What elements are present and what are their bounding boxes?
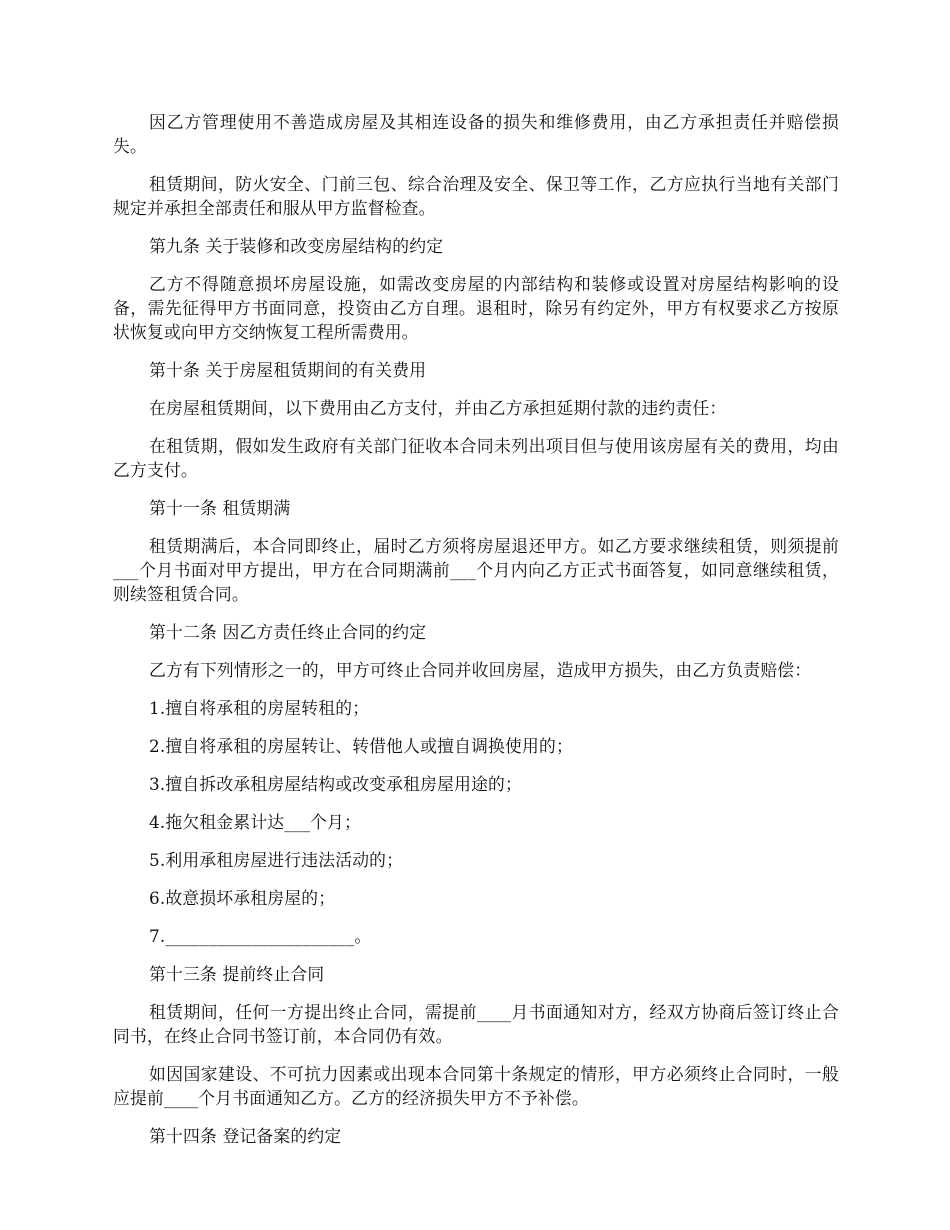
- list-item-5: 5.利用承租房屋进行违法活动的；: [149, 850, 404, 870]
- paragraph-early-termination: 租赁期间，任何一方提出终止合同，需提前____月书面通知对方，经双方协商后签订终止合同书，在终止合同书签订前，本合同仍有效。: [113, 1002, 839, 1046]
- paragraph-termination-conditions: 乙方有下列情形之一的，甲方可终止合同并收回房屋，造成甲方损失，由乙方负责赔偿：: [149, 660, 812, 680]
- article-9-heading: 第九条 关于装修和改变房屋结构的约定: [149, 236, 444, 256]
- paragraph-government-fees: 在租赁期，假如发生政府有关部门征收本合同未列出项目但与使用该房屋有关的费用，均由乙方支付。: [113, 436, 839, 480]
- list-item-7: 7.______________________。: [149, 926, 372, 946]
- article-13-heading: 第十三条 提前终止合同: [149, 964, 325, 984]
- paragraph-fees-paid-by-tenant: 在房屋租赁期间，以下费用由乙方支付，并由乙方承担延期付款的违约责任：: [149, 398, 727, 418]
- document-body: [113, 110, 839, 1162]
- paragraph-damage-liability: 因乙方管理使用不善造成房屋及其相连设备的损失和维修费用，由乙方承担责任并赔偿损失。: [113, 112, 839, 156]
- list-item-3: 3.擅自拆改承租房屋结构或改变承租房屋用途的；: [149, 774, 523, 794]
- article-10-heading: 第十条 关于房屋租赁期间的有关费用: [149, 360, 427, 380]
- article-11-heading: 第十一条 租赁期满: [149, 498, 291, 518]
- article-12-heading: 第十二条 因乙方责任终止合同的约定: [149, 622, 427, 642]
- list-item-6: 6.故意损坏承租房屋的；: [149, 888, 336, 908]
- list-item-1: 1.擅自将承租的房屋转租的；: [149, 698, 370, 718]
- paragraph-lease-expiry: 租赁期满后，本合同即终止，届时乙方须将房屋退还甲方。如乙方要求继续租赁，则须提前___个月书面对甲方提出，甲方在合同期满前___个月内向乙方正式书面答复，如同意继续租赁，则续签租赁合同。: [113, 536, 839, 604]
- paragraph-renovation-terms: 乙方不得随意损坏房屋设施，如需改变房屋的内部结构和装修或设置对房屋结构影响的设备，需先征得甲方书面同意，投资由乙方自理。退租时，除另有约定外，甲方有权要求乙方按原状恢复或向甲方交纳恢复工程所需费用。: [113, 274, 839, 342]
- article-14-heading: 第十四条 登记备案的约定: [149, 1126, 342, 1146]
- paragraph-safety-duties: 租赁期间，防火安全、门前三包、综合治理及安全、保卫等工作，乙方应执行当地有关部门规定并承担全部责任和服从甲方监督检查。: [113, 174, 839, 218]
- paragraph-government-termination: 如因国家建设、不可抗力因素或出现本合同第十条规定的情形，甲方必须终止合同时，一般应提前____个月书面通知乙方。乙方的经济损失甲方不予补偿。: [113, 1064, 839, 1108]
- list-item-4: 4.拖欠租金累计达___个月；: [149, 812, 361, 832]
- list-item-2: 2.擅自将承租的房屋转让、转借他人或擅自调换使用的；: [149, 736, 573, 756]
